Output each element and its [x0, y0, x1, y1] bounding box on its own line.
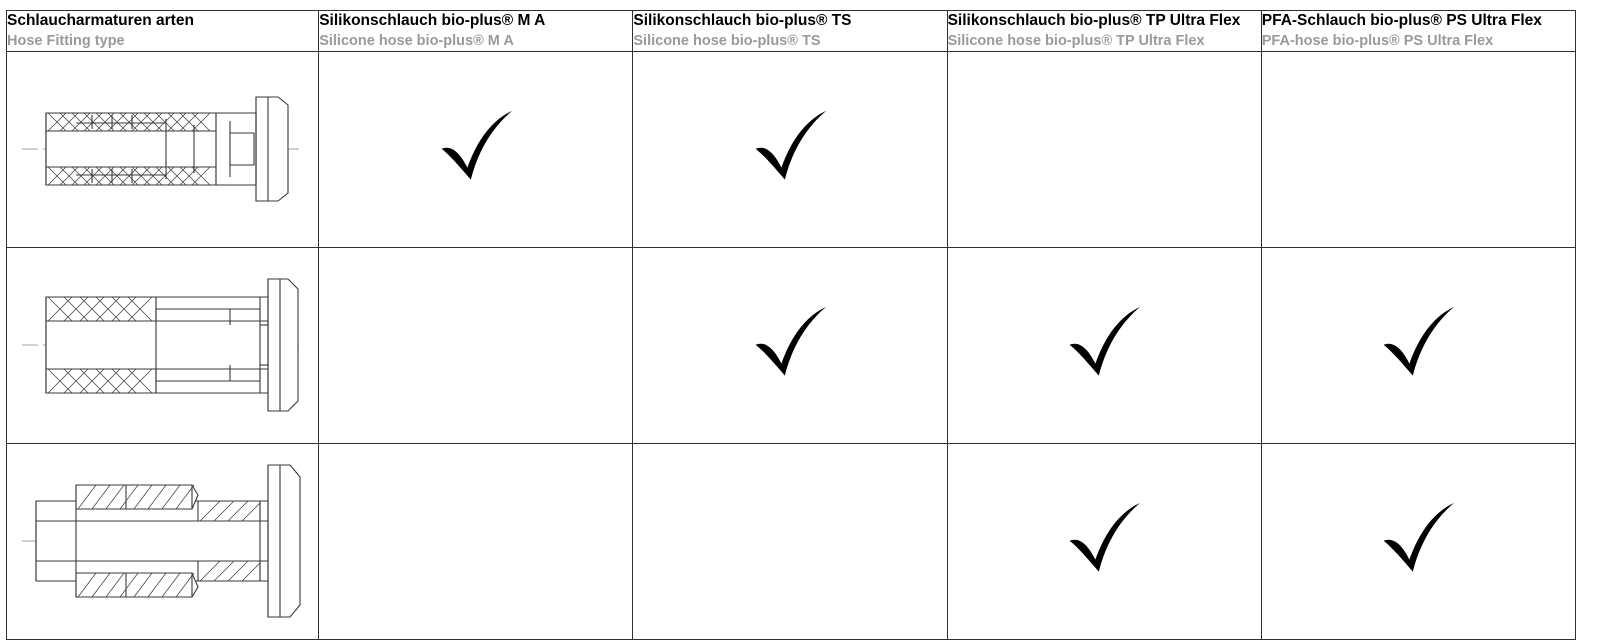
check-mark [747, 300, 833, 386]
hose-fitting-drawing-1 [7, 52, 317, 246]
mark-cell-r2c3 [947, 247, 1261, 443]
compatibility-sheet [0, 10, 1600, 626]
check-mark [433, 104, 519, 190]
header-fitting-type-de: Schlaucharmaturen arten [7, 12, 194, 29]
hose-fitting-drawing-3 [7, 444, 317, 638]
mark-cell-r2c1 [319, 247, 633, 443]
table-row [7, 247, 1576, 443]
mark-empty [319, 345, 320, 346]
mark-cell-r1c4 [1261, 51, 1575, 247]
mark-empty [633, 541, 634, 542]
header-silicone-tp-ultra-flex [947, 11, 1261, 52]
compatibility-table [6, 10, 1576, 640]
check-mark [1375, 300, 1461, 386]
header-fitting-type [7, 11, 319, 52]
fitting-figure-cell-3 [7, 443, 319, 639]
check-mark [1061, 300, 1147, 386]
mark-cell-r3c3 [947, 443, 1261, 639]
header-pfa-ps-en: PFA-hose bio-plus® PS Ultra Flex [1261, 33, 1494, 50]
check-mark [747, 104, 833, 190]
header-silicone-ma-de: Silikonschlauch bio-plus® M A [319, 12, 546, 29]
mark-cell-r3c4 [1261, 443, 1575, 639]
table-body [7, 51, 1576, 639]
mark-empty [1262, 149, 1263, 150]
mark-cell-r1c2 [633, 51, 947, 247]
hose-fitting-drawing-2 [7, 248, 317, 442]
check-mark [1375, 496, 1461, 582]
check-mark [1061, 496, 1147, 582]
header-silicone-ts-en: Silicone hose bio-plus® TS [633, 33, 821, 50]
header-silicone-ts [633, 11, 947, 52]
fitting-figure-cell-1 [7, 51, 319, 247]
mark-cell-r1c3 [947, 51, 1261, 247]
header-silicone-tp-en: Silicone hose bio-plus® TP Ultra Flex [947, 33, 1205, 50]
header-pfa-ps-de: PFA-Schlauch bio-plus® PS Ultra Flex [1261, 12, 1542, 29]
mark-cell-r2c2 [633, 247, 947, 443]
mark-cell-r3c1 [319, 443, 633, 639]
fitting-figure-cell-2 [7, 247, 319, 443]
mark-empty [948, 149, 949, 150]
header-silicone-tp-de: Silikonschlauch bio-plus® TP Ultra Flex [947, 12, 1241, 29]
mark-cell-r3c2 [633, 443, 947, 639]
mark-cell-r1c1 [319, 51, 633, 247]
header-row [7, 11, 1576, 52]
table-header [7, 11, 1576, 52]
header-silicone-ma [319, 11, 633, 52]
header-silicone-ts-de: Silikonschlauch bio-plus® TS [633, 12, 852, 29]
mark-cell-r2c4 [1261, 247, 1575, 443]
header-fitting-type-en: Hose Fitting type [7, 33, 125, 50]
table-row [7, 51, 1576, 247]
mark-empty [319, 541, 320, 542]
table-row [7, 443, 1576, 639]
header-silicone-ma-en: Silicone hose bio-plus® M A [319, 33, 514, 50]
header-pfa-ps-ultra-flex [1261, 11, 1575, 52]
